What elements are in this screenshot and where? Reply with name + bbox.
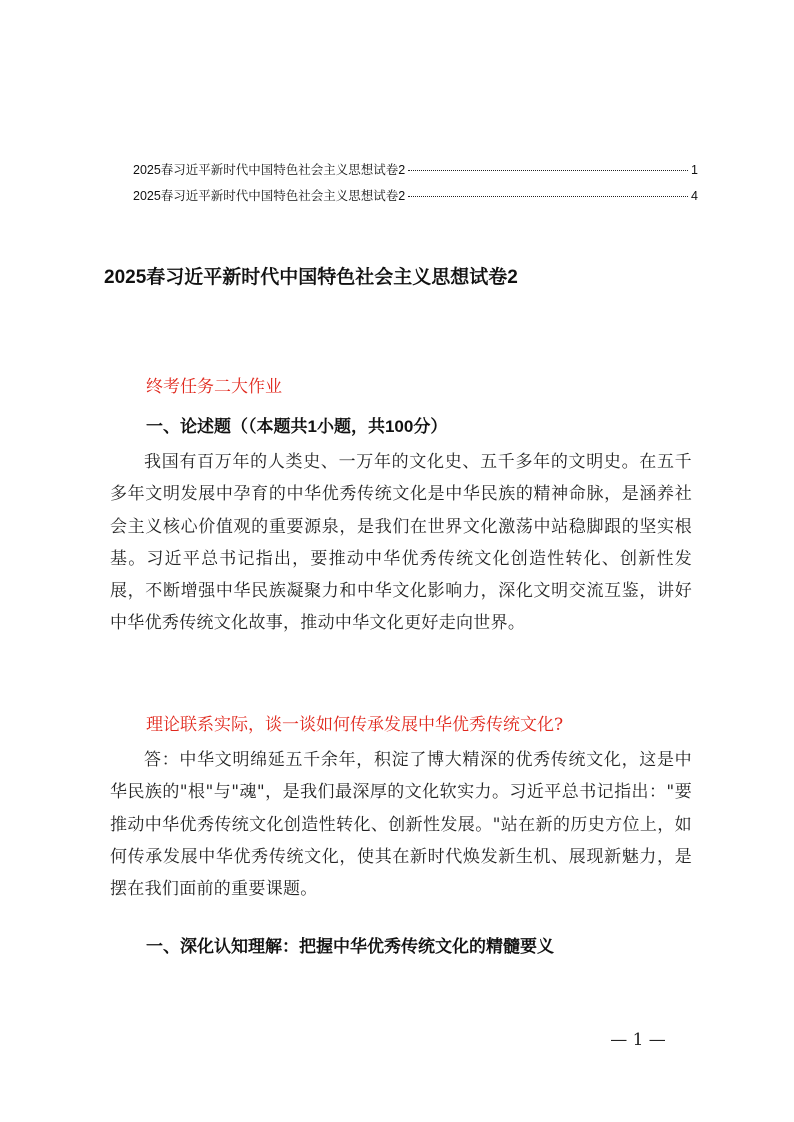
answer-paragraph: 答：中华文明绵延五千余年，积淀了博大精深的优秀传统文化，这是中华民族的"根"与"魂"，是我们最深厚的文化软实力。习近平总书记指出："要推动中华优秀传统文化创造性转化、创新性发展。"站在新的历史方位上，如何传承发展中华优秀传统文化，使其在新时代焕发新生机、展现新魅力，是摆在我们面前的重要课题。 xyxy=(110,750,692,900)
toc-entry[interactable] xyxy=(133,160,698,186)
answer-subheading: 一、深化认知理解：把握中华优秀传统文化的精髓要义 xyxy=(146,937,554,956)
toc-entry-page: 4 xyxy=(691,189,698,203)
document-title: 2025春习近平新时代中国特色社会主义思想试卷2 xyxy=(104,267,518,288)
toc-entry-page: 1 xyxy=(691,163,698,177)
toc-entry-title: 2025春习近平新时代中国特色社会主义思想试卷2 xyxy=(133,189,406,203)
page-number: — 1 — xyxy=(610,1030,666,1050)
toc-entry[interactable] xyxy=(133,186,698,212)
question-heading: 理论联系实际，谈一谈如何传承发展中华优秀传统文化? xyxy=(146,715,564,735)
toc-entry-title: 2025春习近平新时代中国特色社会主义思想试卷2 xyxy=(133,163,406,177)
essay-prompt-paragraph: 我国有百万年的人类史、一万年的文化史、五千多年的文明史。在五千多年文明发展中孕育的中华优秀传统文化是中华民族的精神命脉，是涵养社会主义核心价值观的重要源泉，是我们在世界文化激荡中站稳脚跟的坚实根基。习近平总书记指出，要推动中华优秀传统文化创造性转化、创新性发展，不断增强中华民族凝聚力和中华文化影响力，深化文明交流互鉴，讲好中华优秀传统文化故事，推动中华文化更好走向世界。 xyxy=(110,452,692,634)
toc-leader-dots xyxy=(408,196,688,197)
task-heading: 终考任务二大作业 xyxy=(146,377,282,397)
toc-leader-dots xyxy=(408,170,688,171)
section-heading: 一、论述题（（本题共1小题，共100分） xyxy=(146,417,448,436)
table-of-contents xyxy=(133,160,698,212)
